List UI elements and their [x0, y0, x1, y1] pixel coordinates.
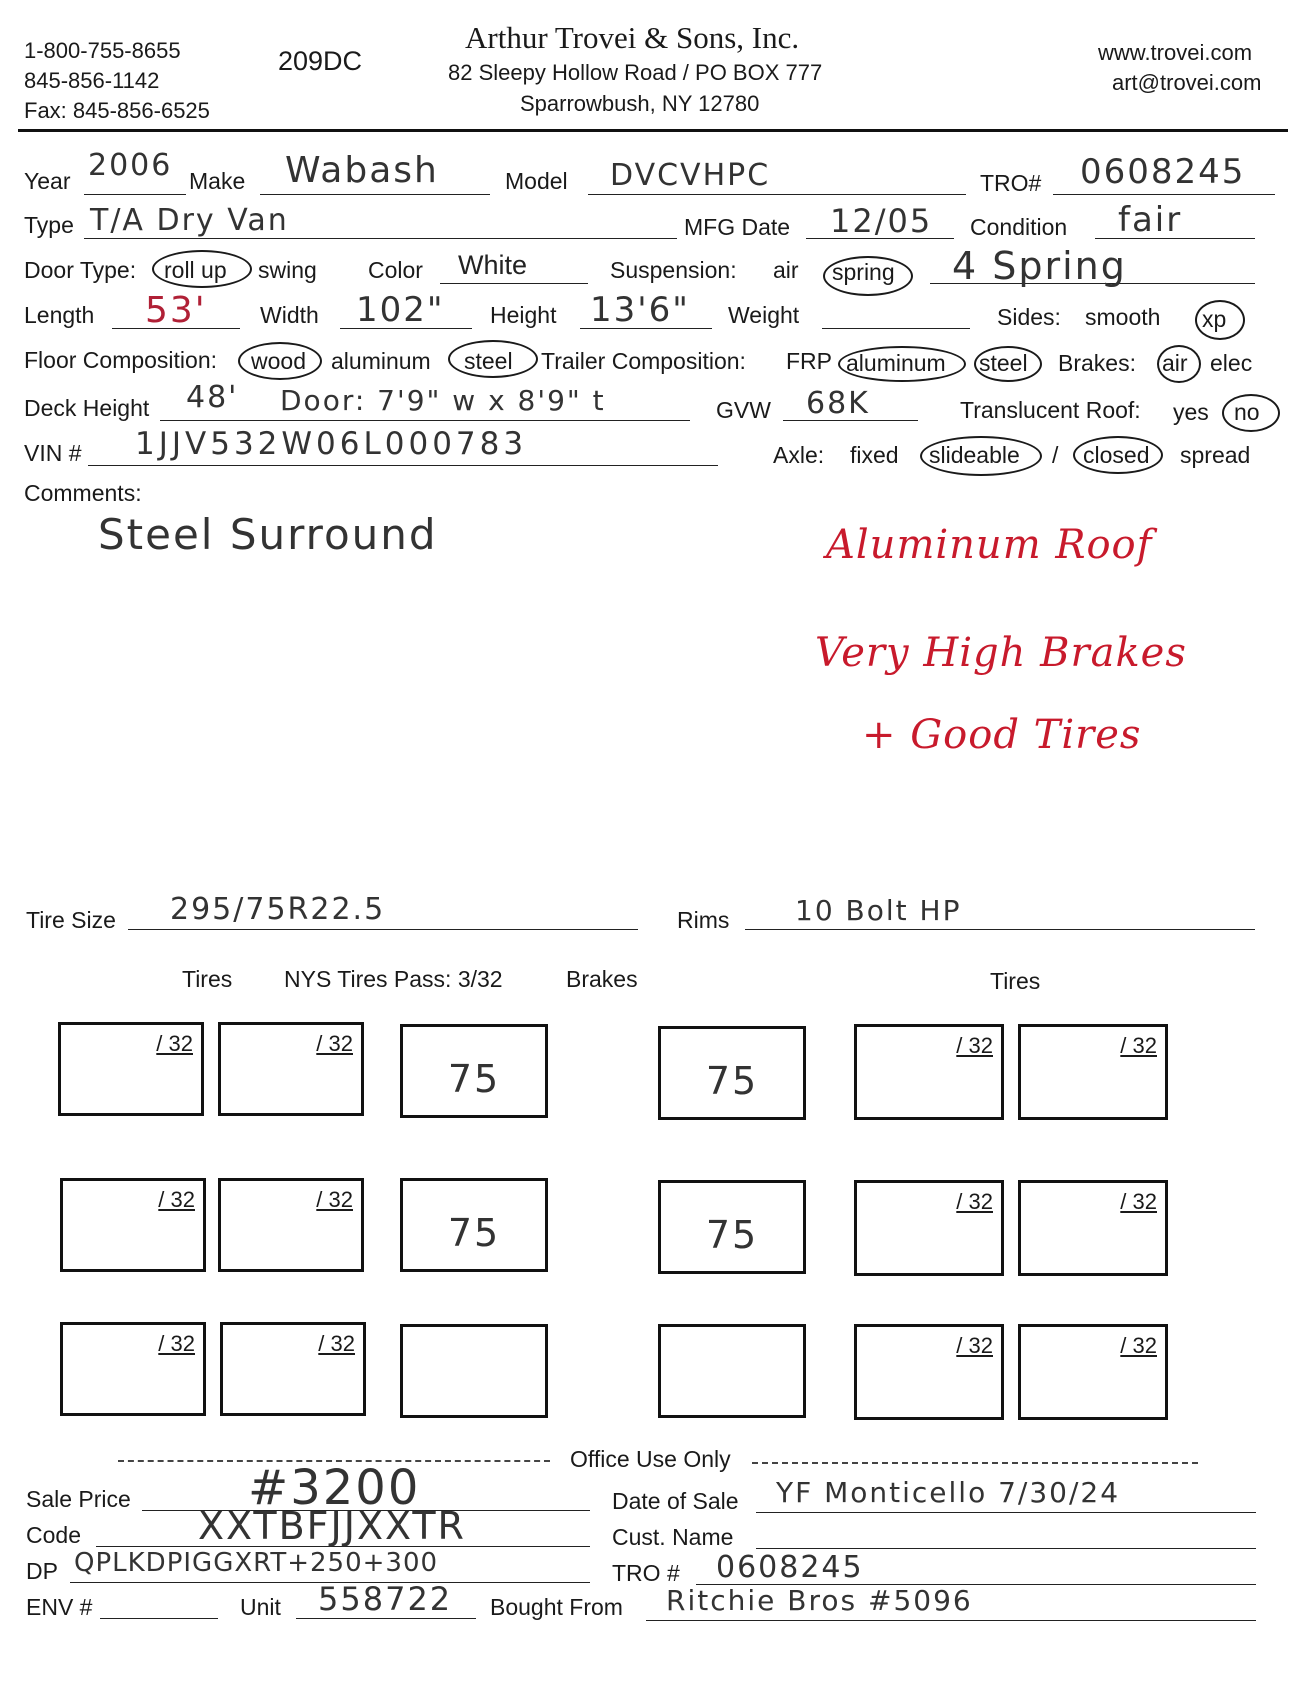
tire-box[interactable] [854, 1324, 1004, 1420]
deck-height-label: Deck Height [24, 395, 150, 421]
red-note-good-tires[interactable]: + Good Tires [862, 712, 1142, 758]
length-label: Length [24, 302, 95, 328]
brakes-header: Brakes [566, 966, 638, 992]
suspension-label: Suspension: [610, 257, 737, 283]
fraction-label: / 32 [1120, 1333, 1157, 1358]
axle-fixed-option[interactable]: fixed [850, 442, 899, 468]
fraction-label: / 32 [158, 1331, 195, 1356]
email-link[interactable]: art@trovei.com [1112, 70, 1262, 95]
mfg-date-value[interactable]: 12/05 [830, 202, 933, 240]
tire-box[interactable] [60, 1178, 206, 1272]
door-type-label: Door Type: [24, 257, 137, 283]
deck-height-value[interactable]: 48' [186, 380, 239, 415]
brake-box[interactable] [400, 1024, 548, 1118]
brakes-air-option[interactable]: air [1162, 350, 1188, 376]
suspension-spring-option[interactable]: spring [832, 259, 895, 285]
cust-name-label: Cust. Name [612, 1524, 734, 1550]
weight-label: Weight [728, 302, 800, 328]
brake-reading: 75 [705, 1213, 759, 1257]
form-code: 209DC [278, 46, 363, 76]
unit-value[interactable]: 558722 [318, 1580, 453, 1618]
axle-spread-option[interactable]: spread [1180, 442, 1251, 468]
tire-box[interactable] [58, 1022, 204, 1116]
vin-label: VIN # [24, 440, 82, 466]
translucent-yes-option[interactable]: yes [1173, 399, 1209, 425]
year-value[interactable]: 2006 [88, 148, 173, 183]
translucent-roof-label: Translucent Roof: [960, 397, 1141, 423]
fraction-label: / 32 [158, 1187, 195, 1212]
fraction-label: / 32 [318, 1331, 355, 1356]
brake-box[interactable] [658, 1324, 806, 1418]
dp-label: DP [26, 1558, 58, 1584]
height-label: Height [490, 302, 557, 328]
tire-size-label: Tire Size [26, 907, 116, 933]
unit-label: Unit [240, 1594, 281, 1620]
tire-size-value[interactable]: 295/75R22.5 [170, 892, 386, 927]
door-roll-up-option[interactable]: roll up [164, 257, 227, 283]
trailer-composition-label: Trailer Composition: [541, 348, 746, 374]
make-label: Make [189, 168, 246, 194]
axle-slideable-option[interactable]: slideable [929, 442, 1020, 468]
phone-local: 845-856-1142 [24, 68, 160, 93]
fraction-label: / 32 [1120, 1033, 1157, 1058]
company-name: Arthur Trovei & Sons, Inc. [465, 20, 800, 55]
header-divider [18, 129, 1288, 132]
brake-reading: 75 [447, 1057, 501, 1101]
axle-separator: / [1052, 442, 1059, 468]
model-label: Model [505, 168, 568, 194]
model-value[interactable]: DVCVHPC [610, 158, 771, 193]
suspension-note[interactable]: 4 Spring [952, 244, 1127, 288]
office-divider-right [752, 1462, 1198, 1464]
condition-value[interactable]: fair [1118, 200, 1183, 240]
sale-price-label: Sale Price [26, 1486, 131, 1512]
rims-label: Rims [677, 907, 730, 933]
door-dimensions-value[interactable]: Door: 7'9" w x 8'9" t [280, 384, 606, 417]
bought-from-label: Bought From [490, 1594, 623, 1620]
dp-value[interactable]: QPLKDPIGGXRT+250+300 [74, 1548, 439, 1578]
address-line-1: 82 Sleepy Hollow Road / PO BOX 777 [448, 60, 823, 85]
trailer-aluminum-option[interactable]: aluminum [846, 350, 946, 376]
floor-wood-option[interactable]: wood [251, 348, 306, 374]
tro-value[interactable]: 0608245 [1080, 152, 1246, 192]
address-line-2: Sparrowbush, NY 12780 [520, 91, 760, 116]
color-value[interactable]: White [458, 250, 528, 280]
tire-box[interactable] [60, 1322, 206, 1416]
date-of-sale-label: Date of Sale [612, 1488, 739, 1514]
length-value[interactable]: 53' [145, 290, 207, 331]
gvw-label: GVW [716, 397, 771, 423]
floor-aluminum-option[interactable]: aluminum [331, 348, 431, 374]
website-link[interactable]: www.trovei.com [1098, 40, 1253, 65]
red-note-high-brakes[interactable]: Very High Brakes [815, 630, 1187, 676]
date-of-sale-value[interactable]: YF Monticello 7/30/24 [776, 1476, 1121, 1509]
fraction-label: / 32 [316, 1187, 353, 1212]
comment-steel-surround[interactable]: Steel Surround [98, 510, 438, 559]
tire-box[interactable] [854, 1180, 1004, 1276]
suspension-air-option[interactable]: air [773, 257, 799, 283]
tire-box[interactable] [218, 1022, 364, 1116]
tire-box[interactable] [854, 1024, 1004, 1120]
brake-reading: 75 [447, 1211, 501, 1255]
color-label: Color [368, 257, 423, 283]
fax-number: Fax: 845-856-6525 [24, 98, 210, 123]
tire-box[interactable] [1018, 1180, 1168, 1276]
width-label: Width [260, 302, 319, 328]
code-label: Code [26, 1522, 81, 1548]
sides-xp-option[interactable]: xp [1202, 306, 1227, 332]
fraction-label: / 32 [956, 1033, 993, 1058]
floor-steel-option[interactable]: steel [464, 348, 513, 374]
fraction-label: / 32 [1120, 1189, 1157, 1214]
brake-box[interactable] [400, 1178, 548, 1272]
type-value[interactable]: T/A Dry Van [90, 203, 289, 238]
brakes-elec-option[interactable]: elec [1210, 350, 1253, 376]
env-label: ENV # [26, 1594, 93, 1620]
type-label: Type [24, 212, 74, 238]
brakes-label: Brakes: [1058, 350, 1136, 376]
trailer-steel-option[interactable]: steel [979, 350, 1028, 376]
tire-box[interactable] [1018, 1024, 1168, 1120]
brake-box[interactable] [658, 1026, 806, 1120]
office-use-header: Office Use Only [570, 1446, 731, 1472]
trailer-frp-option[interactable]: FRP [786, 348, 832, 374]
year-label: Year [24, 168, 71, 194]
vin-value[interactable]: 1JJV532W06L000783 [135, 426, 528, 462]
width-value[interactable]: 102" [356, 290, 445, 330]
sale-price-value[interactable]: #3200 [248, 1460, 421, 1516]
phone-toll-free: 1-800-755-8655 [24, 38, 181, 63]
red-note-aluminum-roof[interactable]: Aluminum Roof [826, 522, 1153, 568]
tire-box[interactable] [1018, 1324, 1168, 1420]
tire-box[interactable] [218, 1178, 364, 1272]
fraction-label: / 32 [956, 1333, 993, 1358]
brake-reading: 75 [705, 1059, 759, 1103]
tire-box[interactable] [220, 1322, 366, 1416]
comments-label: Comments: [24, 480, 142, 506]
door-swing-option[interactable]: swing [258, 257, 317, 283]
translucent-no-option[interactable]: no [1234, 399, 1260, 425]
brake-box[interactable] [658, 1180, 806, 1274]
condition-label: Condition [970, 214, 1068, 240]
fraction-label: / 32 [956, 1189, 993, 1214]
gvw-value[interactable]: 68K [806, 386, 870, 421]
tires-left-header: Tires [182, 966, 233, 992]
tro-label: TRO# [980, 170, 1042, 196]
sides-label: Sides: [997, 304, 1061, 330]
axle-closed-option[interactable]: closed [1083, 442, 1150, 468]
fraction-label: / 32 [156, 1031, 193, 1056]
code-value[interactable]: XXTBFJJXXTR [198, 1504, 466, 1548]
bought-from-value[interactable]: Ritchie Bros #5096 [666, 1584, 973, 1617]
mfg-date-label: MFG Date [684, 214, 791, 240]
height-value[interactable]: 13'6" [590, 290, 690, 330]
brake-box[interactable] [400, 1324, 548, 1418]
floor-composition-label: Floor Composition: [24, 347, 218, 373]
sides-smooth-option[interactable]: smooth [1085, 304, 1161, 330]
axle-label: Axle: [773, 442, 825, 468]
rims-value[interactable]: 10 Bolt HP [795, 894, 962, 927]
nys-pass-header: NYS Tires Pass: 3/32 [284, 966, 503, 992]
tro2-value[interactable]: 0608245 [716, 1550, 864, 1585]
tro2-label: TRO # [612, 1560, 680, 1586]
tires-right-header: Tires [990, 968, 1041, 994]
make-value[interactable]: Wabash [285, 150, 439, 191]
fraction-label: / 32 [316, 1031, 353, 1056]
